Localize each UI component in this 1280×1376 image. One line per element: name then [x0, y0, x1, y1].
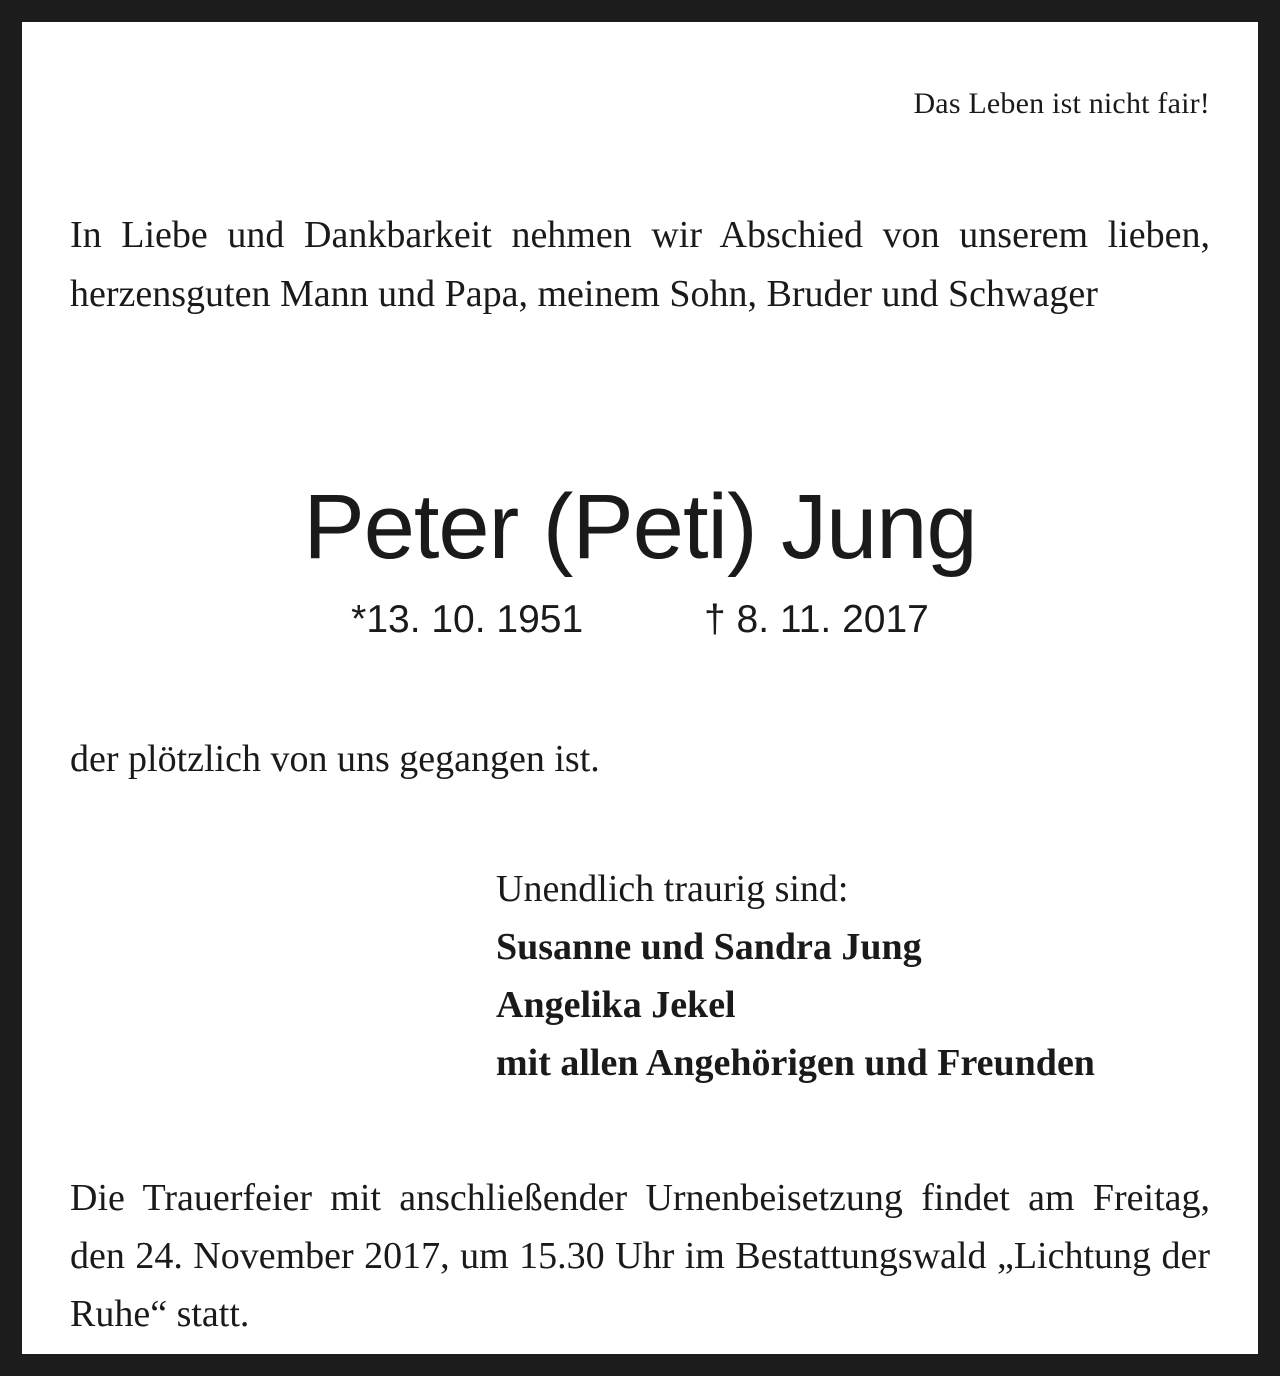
life-dates	[22, 594, 1258, 646]
mourners-block	[496, 860, 1095, 1092]
ceremony-paragraph: Die Trauerfeier mit anschließender Urnenbeisetzung findet am Freitag, den 24. November 2017, um 15.30 Uhr im Bestattungswald „Lichtung der Ruhe“ statt.	[70, 1177, 1210, 1335]
deceased-name: Peter (Peti) Jung	[303, 476, 977, 578]
death-date: † 8. 11. 2017	[704, 598, 929, 641]
mourner-line: Angelika Jekel	[496, 984, 736, 1026]
intro-paragraph: In Liebe und Dankbarkeit nehmen wir Abschied von unserem lieben, herzensguten Mann und Papa, meinem Sohn, Bruder und Schwager	[70, 214, 1210, 315]
motto-text: Das Leben ist nicht fair!	[913, 87, 1210, 120]
birth-date: *13. 10. 1951	[351, 598, 584, 641]
mourner-line: Susanne und Sandra Jung	[496, 926, 922, 968]
mourner-line: mit allen Angehörigen und Freunden	[496, 1042, 1095, 1084]
passing-note: der plötzlich von uns gegangen ist.	[70, 738, 600, 780]
mourners-lead: Unendlich traurig sind:	[496, 868, 849, 910]
